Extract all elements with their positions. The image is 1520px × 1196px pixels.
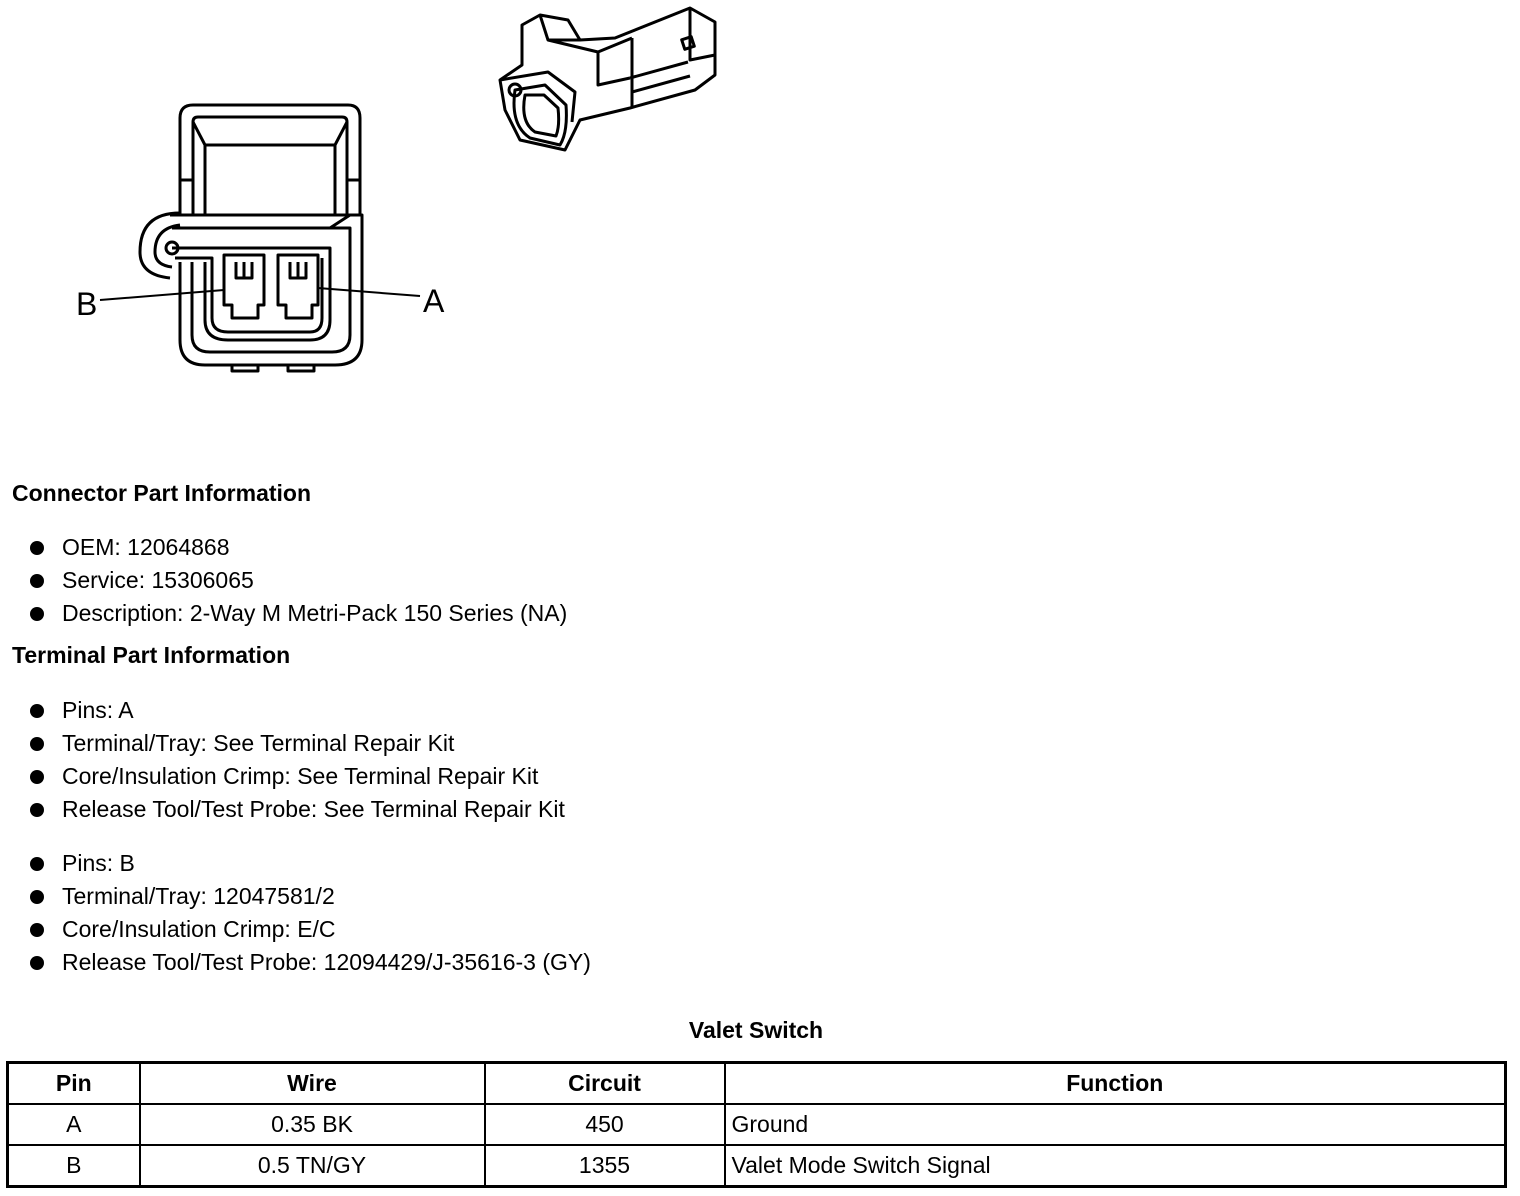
cell-wire: 0.5 TN/GY (140, 1145, 485, 1187)
bullet-icon (30, 541, 44, 555)
cell-circuit: 450 (485, 1104, 725, 1145)
column-header-function: Function (725, 1063, 1506, 1105)
cell-circuit: 1355 (485, 1145, 725, 1187)
bullet-icon (30, 704, 44, 718)
column-header-wire: Wire (140, 1063, 485, 1105)
cell-wire: 0.35 BK (140, 1104, 485, 1145)
bullet-icon (30, 770, 44, 784)
table-row (8, 1104, 1506, 1145)
column-header-pin: Pin (8, 1063, 140, 1105)
connector-isometric-view (500, 8, 715, 150)
connector-face-view (100, 105, 420, 371)
bullet-icon (30, 890, 44, 904)
bullet-icon (30, 956, 44, 970)
cell-pin: A (8, 1104, 140, 1145)
table-row (8, 1145, 1506, 1187)
terminal-part-info-heading: Terminal Part Information (12, 642, 291, 668)
table-header-row (8, 1063, 1506, 1105)
list-item: Description: 2-Way M Metri-Pack 150 Series (NA) (28, 597, 567, 630)
cell-pin: B (8, 1145, 140, 1187)
list-item: Service: 15306065 (28, 564, 567, 597)
connector-illustration (0, 0, 760, 420)
list-item: Core/Insulation Crimp: See Terminal Repair Kit (28, 760, 565, 793)
pin-label-a: A (423, 283, 445, 319)
bullet-icon (30, 574, 44, 588)
table-title: Valet Switch (688, 1017, 824, 1043)
list-item: Pins: B (28, 847, 591, 880)
bullet-icon (30, 923, 44, 937)
pin-cavity-b (224, 255, 264, 318)
cell-function: Ground (725, 1104, 1506, 1145)
bullet-icon (30, 857, 44, 871)
bullet-icon (30, 607, 44, 621)
list-item: Pins: A (28, 694, 565, 727)
list-item: OEM: 12064868 (28, 531, 567, 564)
pinout-table (6, 1061, 1507, 1188)
terminal-part-info-list-pin-a (28, 694, 565, 826)
list-item: Terminal/Tray: See Terminal Repair Kit (28, 727, 565, 760)
terminal-part-info-list-pin-b (28, 847, 591, 979)
bullet-icon (30, 803, 44, 817)
list-item: Terminal/Tray: 12047581/2 (28, 880, 591, 913)
list-item: Release Tool/Test Probe: See Terminal Repair Kit (28, 793, 565, 826)
connector-part-info-heading: Connector Part Information (12, 480, 312, 506)
bullet-icon (30, 737, 44, 751)
list-item: Core/Insulation Crimp: E/C (28, 913, 591, 946)
list-item: Release Tool/Test Probe: 12094429/J-35616-3 (GY) (28, 946, 591, 979)
cell-function: Valet Mode Switch Signal (725, 1145, 1506, 1187)
pin-cavity-a (278, 255, 318, 318)
connector-part-info-list (28, 531, 567, 630)
pin-label-b: B (76, 286, 98, 322)
column-header-circuit: Circuit (485, 1063, 725, 1105)
